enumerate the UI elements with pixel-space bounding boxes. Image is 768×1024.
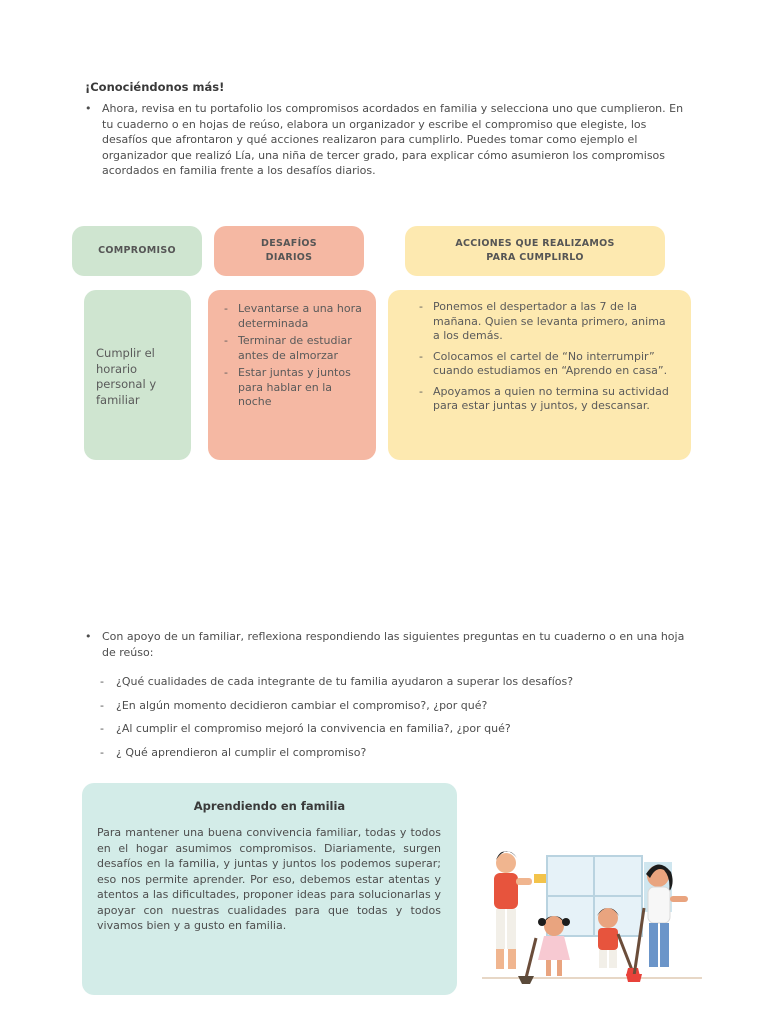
question-item: - ¿Qué cualidades de cada integrante de tu familia ayudaron a superar los desafíos? — [100, 674, 573, 698]
header-desafios: DESAFÍOS DIARIOS — [214, 226, 364, 276]
accion-item: - Colocamos el cartel de “No interrumpir” cuando estudiamos en “Aprendo en casa”. — [419, 350, 669, 379]
acciones-box — [388, 290, 691, 460]
desafio-item: - Levantarse a una hora determinada — [224, 302, 364, 331]
father-figure — [494, 851, 532, 969]
family-cleaning-illustration — [472, 838, 712, 988]
compromiso-box — [84, 290, 191, 460]
bullet-dot: • — [85, 630, 92, 643]
wall-frame-icon — [534, 874, 546, 883]
question-item: - ¿Al cumplir el compromiso mejoró la convivencia en familia?, ¿por qué? — [100, 721, 573, 745]
girl-figure — [518, 916, 570, 984]
learning-box — [82, 783, 457, 995]
reflection-intro: Con apoyo de un familiar, reflexiona respondiendo las siguientes preguntas en tu cuaderno o en una hoja de reúso: — [102, 630, 685, 659]
accion-item: - Ponemos el despertador a las 7 de la mañana. Quien se levanta primero, anima a los demás. — [419, 300, 669, 344]
bullet-dot: • — [85, 102, 92, 115]
section-title: ¡Conociéndonos más! — [85, 80, 225, 94]
learning-box-title: Aprendiendo en familia — [193, 799, 346, 813]
learning-box-text: Para mantener una buena convivencia familiar, todas y todos en el hogar asumimos compromisos. Diariamente, surgen desafíos en la familia, y juntas y juntos los podemos superar; eso nos permite aprender. Por eso, debemos estar atentas y atentos a las dificultades, proponer ideas para solucionarlas y apoyar con nuestras cualidades para que todas y todos vivamos bien y a gusto en familia. — [97, 826, 441, 932]
desafio-item: - Estar juntas y juntos para hablar en la noche — [224, 366, 364, 410]
header-compromiso: COMPROMISO — [72, 226, 202, 276]
questions-list — [100, 674, 573, 768]
question-item: - ¿En algún momento decidieron cambiar el compromiso?, ¿por qué? — [100, 698, 573, 722]
acciones-list — [419, 300, 669, 417]
instruction-text: Ahora, revisa en tu portafolio los compromisos acordados en familia y selecciona uno que cumplieron. En tu cuaderno o en hojas de reúso, elabora un organizador y escribe el compromiso que elegiste, los desafíos que afrontaron y qué acciones realizaron para cumplirlo. Puedes tomar como ejemplo el organizador que realizó Lía, una niña de tercer grado, para explicar cómo asumieron los compromisos acordados en familia frente a los desafíos diarios. — [102, 102, 684, 177]
accion-item: - Apoyamos a quien no termina su actividad para estar juntas y juntos, y descansar. — [419, 385, 669, 414]
desafio-item: - Terminar de estudiar antes de almorzar — [224, 334, 364, 363]
question-item: - ¿ Qué aprendieron al cumplir el compromiso? — [100, 745, 573, 769]
instruction-paragraph — [85, 101, 695, 179]
compromiso-text: Cumplir el horario personal y familiar — [96, 346, 157, 407]
header-acciones: ACCIONES QUE REALIZAMOS PARA CUMPLIRLO — [405, 226, 665, 276]
desafios-box — [208, 290, 376, 460]
reflection-paragraph — [85, 629, 695, 660]
desafios-list — [224, 302, 364, 413]
